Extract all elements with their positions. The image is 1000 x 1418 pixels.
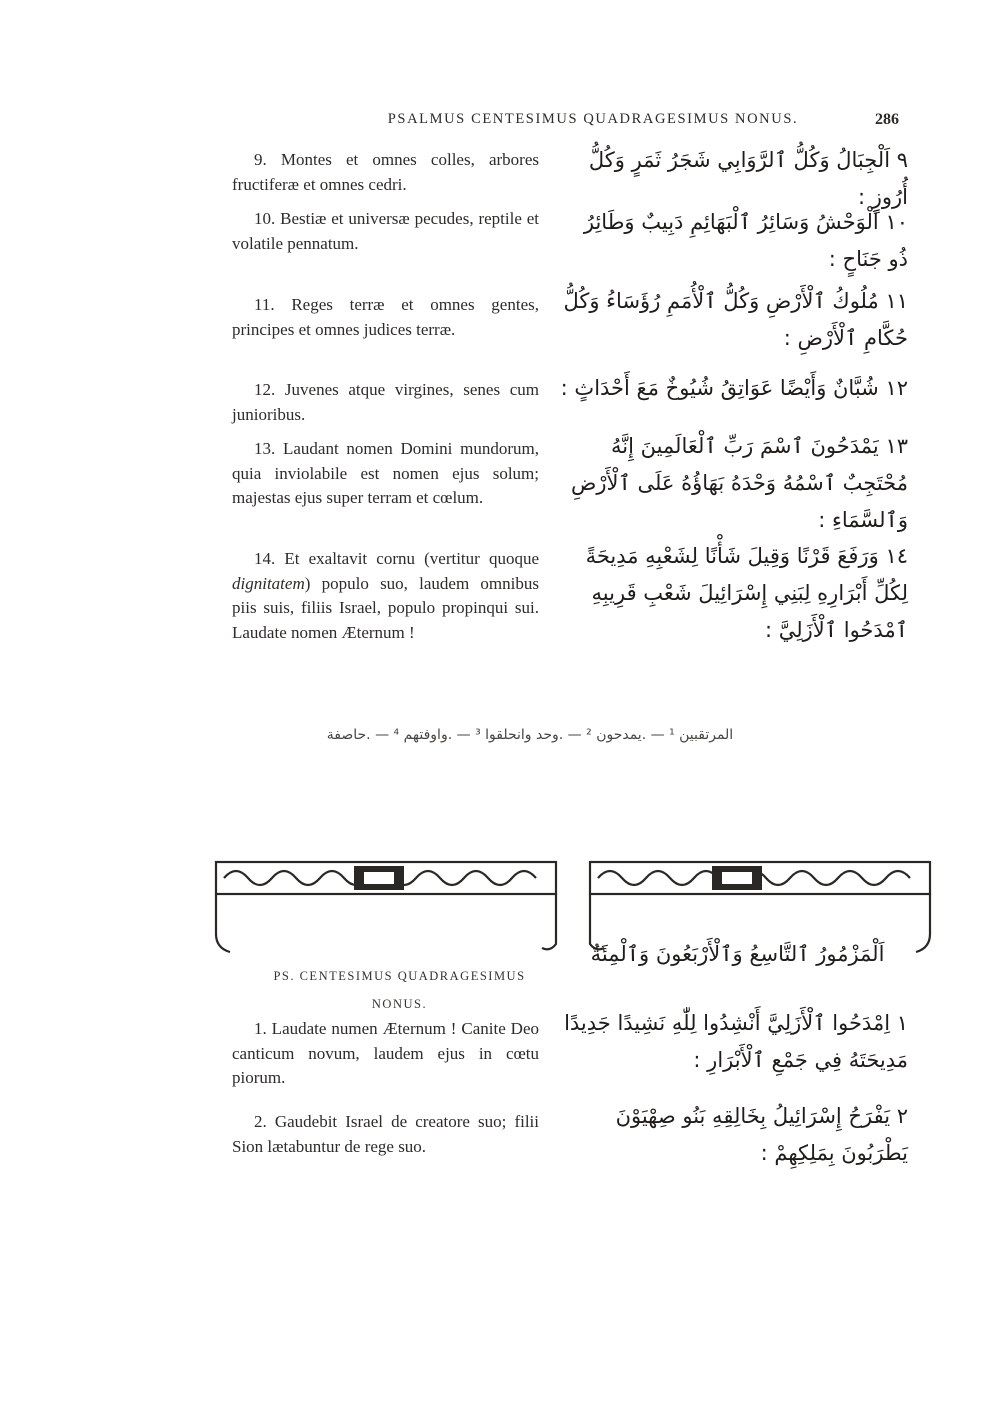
ornament-left-block-inner bbox=[364, 872, 394, 884]
arabic-verse-9: ٩ اَلْجِبَالُ وَكُلُّ ٱلرَّوَابِي شَجَرُ ثَمَرٍ وَكُلُّ أُرُوزٍ : bbox=[588, 148, 908, 209]
latin-verse-9: 9. Montes et omnes colles, arbores fructiferæ et omnes cedri. bbox=[232, 150, 539, 194]
latin-verse-10: 10. Bestiæ et universæ pecudes, reptile et volatile pennatum. bbox=[232, 209, 539, 253]
psalm-149-arabic-verse-1: ١ اِمْدَحُوا ٱلْأَزَلِيَّ أَنْشِدُوا لِلّٰهِ نَشِيدًا جَدِيدًا مَدِيحَتَهُ فِي جَمْعِ ٱلْأَبْرَارِ : bbox=[564, 1011, 908, 1072]
footnote: المرتقبين ¹ — .يمدحون ² — .وحد وانحلقوا ³ — .واوفتهم ⁴ — .حاصفة bbox=[326, 727, 734, 743]
ornament-right-block-inner bbox=[722, 872, 752, 884]
arabic-verse-14: ١٤ وَرَفَعَ قَرْنًا وَقِيلَ شَأْنًا لِشَعْبِهِ مَدِيحَةً لِكُلِّ أَبْرَارِهِ لِبَنِي إِسْرَائِيلَ شَعْبِ قَرِيبِهِ ٱمْدَحُوا ٱلْأَزَلِيَّ : bbox=[585, 544, 908, 642]
psalm-149-latin-verse-2: 2. Gaudebit Israel de creatore suo; filii Sion lætabuntur de rege suo. bbox=[232, 1112, 539, 1156]
latin-verse-12: 12. Juvenes atque virgines, senes cum junioribus. bbox=[232, 380, 539, 424]
latin-verse-13: 13. Laudant nomen Domini mundorum, quia inviolabile est nomen ejus solum; majestas ejus super terram et cœlum. bbox=[232, 439, 539, 507]
psalm-149-arabic-heading: اَلْمَزْمُورُ ٱلتَّاسِعُ وَٱلْأَرْبَعُونَ وَٱلْمِئَةُ bbox=[590, 942, 885, 966]
latin-verse-14-italic: dignitatem bbox=[232, 573, 305, 593]
ornament-center-left-pendant bbox=[542, 894, 556, 949]
arabic-verse-10: ١٠ اَلْوَحْشُ وَسَائِرُ ٱلْبَهَائِمِ دَبِيبٌ وَطَائِرُ ذُو جَنَاحٍ : bbox=[583, 210, 908, 271]
ornament-left-pendant bbox=[216, 894, 230, 952]
latin-verse-14 bbox=[232, 547, 539, 645]
psalm-149-arabic-verse-2: ٢ يَفْرَحُ إِسْرَائِيلُ بِخَالِقِهِ بَنُو صِهْيَوْنَ يَطْرَبُونَ بِمَلِكِهِمْ : bbox=[615, 1104, 908, 1165]
latin-heading-line2: NONUS. bbox=[371, 997, 428, 1011]
running-title: PSALMUS CENTESIMUS QUADRAGESIMUS NONUS. bbox=[387, 111, 799, 127]
latin-verse-11: 11. Reges terræ et omnes gentes, principes et omnes judices terræ. bbox=[232, 295, 539, 339]
arabic-verse-12: ١٢ شُبَّانٌ وَأَيْضًا عَوَاتِقُ شُيُوخٌ مَعَ أَحْدَاثٍ : bbox=[560, 376, 908, 400]
psalm-149-latin-verse-1: 1. Laudate numen Æternum ! Canite Deo canticum novum, laudem ejus in cœtu piorum. bbox=[232, 1019, 539, 1087]
latin-verse-14-part1: 14. Et exaltavit cornu (vertitur quoque bbox=[254, 549, 539, 568]
arabic-verse-11: ١١ مُلُوكُ ٱلْأَرْضِ وَكُلُّ ٱلْأُمَمِ رُؤَسَاءُ وَكُلُّ حُكَّامِ ٱلْأَرْضِ : bbox=[563, 289, 908, 350]
latin-verse-14-part2: ) populo suo, laudem omnibus piis suis, filiis Israel, populo propinqui sui. Laudate nomen Æternum ! bbox=[232, 573, 539, 642]
page-number: 286 bbox=[875, 111, 899, 128]
latin-heading-line1: PS. CENTESIMUS QUADRAGESIMUS bbox=[273, 969, 526, 983]
psalm-149-latin-heading bbox=[262, 962, 537, 1018]
ornament-right-pendant bbox=[916, 894, 930, 952]
arabic-verse-13: ١٣ يَمْدَحُونَ ٱسْمَ رَبِّ ٱلْعَالَمِينَ إِنَّهُ مُحْتَجِبٌ ٱسْمُهُ وَحْدَهُ بَهَاؤُهُ عَلَى ٱلْأَرْضِ وَٱلسَّمَاءِ : bbox=[570, 434, 908, 532]
